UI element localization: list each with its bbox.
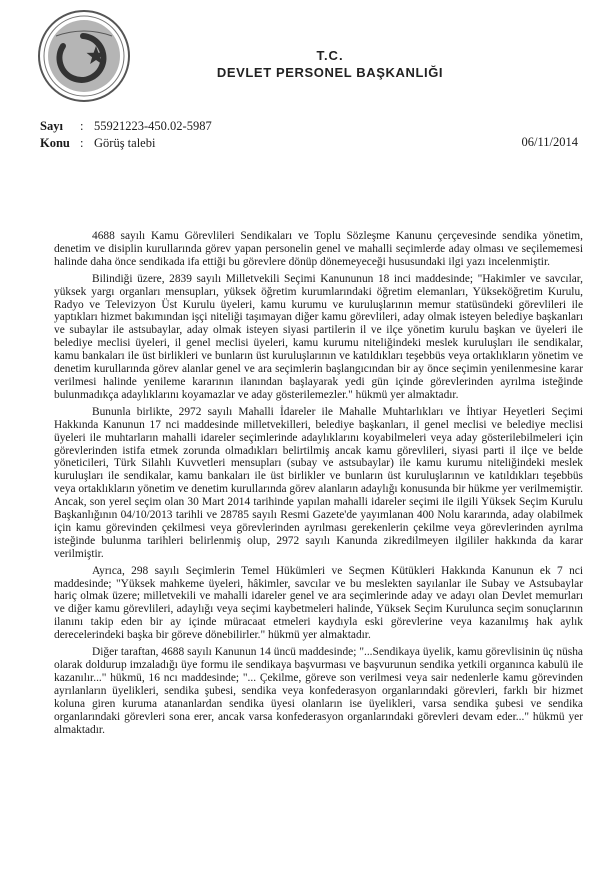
sayi-separator: : [80,119,84,133]
document-meta [40,118,212,152]
paragraph-1: 4688 sayılı Kamu Görevlileri Sendikaları ve Toplu Sözleşme Kanunu çerçevesinde sendika yönetim, denetim ve disiplin kurullarında görev yapan personelin genel ve mahalli seçimlerde aday olması ve seçilememesi halinde daha önce sendikada ifa ettiği bu görevlere dönüp dönemeyeceği hususundaki ilgi yazı incelenmiştir. [54,230,583,268]
state-seal-logo [36,8,132,104]
paragraph-5: Diğer taraftan, 4688 sayılı Kanunun 14 üncü maddesinde; "...Sendikaya üyelik, kamu görevlisinin üç nüsha olarak doldurup imzaladığı üye formu ile sendikaya başvurması ve başvurunun sendika yetkili organınca kabulü ile kazanılır..." hükmü, 16 ncı maddesinde; "... Çekilme, göreve son verilmesi veya sair nedenlerle kamu görevinden ayrılanların üyelikleri, sendika şubesi, sendika veya konfederasyon organlarındaki görevleri, farklı bir hizmet koluna giren kuruma atananlardan sendika üyesi olanların ise üyelikleri, varsa sendika şubesi ve sendika organlarındaki görevleri sona erer, ancak varsa konfederasyon organlarındaki görevleri devam eder..." hükmü yer almaktadır. [54,646,583,736]
letter-body [54,230,583,736]
sayi-value: 55921223-450.02-5987 [94,119,212,133]
sayi-label: Sayı [40,119,63,133]
letterhead-tc: T.C. [316,48,344,63]
paragraph-4: Ayrıca, 298 sayılı Seçimlerin Temel Hükümleri ve Seçmen Kütükleri Hakkında Kanunun ek 7 nci maddesinde; "Yüksek mahkeme üyeleri, hâkimler, savcılar ve bu meslekten sayılanlar ile Subay ve Astsubaylar hariç olmak üzere; milletvekili ve mahalli idareler genel ve ara seçimlerinde aday ve adayı olan Devlet memurları ve diğer kamu görevlileri, adaylığı veya seçimi kaybetmeleri halinde, Yüksek Seçim Kurulunca seçim sonuçlarının ilanını takip eden bir ay içinde müracaat etmeleri kaydıyla eski görevlerine veya kazanılmış hak aylık derecelerindeki başka bir göreve dönebilirler." hükmü yer almaktadır. [54,564,583,642]
paragraph-2: Bilindiği üzere, 2839 sayılı Milletvekili Seçimi Kanununun 18 inci maddesinde; "Hakimler ve savcılar, yüksek yargı organları mensupları, yüksek öğretim kurumlarındaki öğretim elemanları, Yükseköğretim Kurulu, Radyo ve Televizyon Üst Kurulu üyeleri, kamu kurumu ve kuruluşlarının memur statüsündeki görevlileri ile yaptıkları hizmet bakımından işçi niteliği taşımayan diğer kamu görevlileri, aday olmak isteyen belediye başkanları ve subaylar ile astsubaylar, aday olmak isteyen siyasi partilerin il ve ilçe yönetim kurulu başkan ve üyeleri ile belediye meclisi üyeleri, il genel meclisi üyeleri, kamu kurumu niteliğindeki meslek kuruluşları ile sendikalar, kamu bankaları ile üst birlikleri ve bunların üst kuruluşlarının ve katıldıkları teşebbüs veya ortaklıkların yönetim ve denetim kurullarında görev alanlar genel ve ara seçimlerin başlangıcından bir ay önce seçimin yenilenmesine karar verilmesi halinde yenileme kararının ilanından başlayarak yedi gün içinde görevlerinden ayrılma isteğinde bulunmadıkça adaylıklarını koyamazlar ve aday gösterilemezler." hükmü yer almaktadır. [54,272,583,401]
letterhead-institution: DEVLET PERSONEL BAŞKANLIĞI [216,65,444,80]
letterhead [180,48,480,80]
paragraph-3: Bununla birlikte, 2972 sayılı Mahalli İdareler ile Mahalle Muhtarlıkları ve İhtiyar Heyetleri Seçimi Hakkında Kanunun 17 nci maddesinde milletvekilleri, belediye başkanları, il genel meclisi ve belediye meclisi üyeleri ile muhtarların mahalli idareler seçimlerinde adaylıklarını koyabilmeleri veya aday gösterilebilmeleri için görevlerinden istifa etmek zorunda olmadıkları belirtilmiş ancak kamu görevlileri, siyasi parti il ilçe ve belde yöneticileri, Türk Silahlı Kuvvetleri mensupları (subay ve astsubaylar) ile kamu kurumu niteliğindeki meslek kuruluşları ile sendikalar, kamu bankaları ile üst birlikler ve bunların üst kuruluşlarının ve katıldıkları teşebbüs veya ortaklıkların yönetim ve denetim kurullarında görev alanların adaylığı konusunda bir hükme yer verilmemiştir. Ancak, son yerel seçim olan 30 Mart 2014 tarihinde yapılan mahalli idareler seçimi ile ilgili Yüksek Seçim Kurulu Başkanlığının 04/10/2013 tarihli ve 28785 sayılı Resmi Gazete'de yayımlanan 400 Nolu kararında, aday olabilmek için kamu görevinden çekilmesi veya görevlerinden ayrılması gerekenlerin çekilme veya görevlerinden ayrılma isteğinde bulunma tarihleri belirlenmiş olup, 2972 sayılı Kanunda zikredilmeyen ilgililer hakkında da karar verilmiştir. [54,405,583,560]
document-date: 06/11/2014 [521,135,578,149]
sayi-row [40,118,212,135]
konu-label: Konu [40,136,70,150]
konu-row [40,135,212,152]
konu-separator: : [80,136,84,150]
konu-value: Görüş talebi [94,136,156,150]
